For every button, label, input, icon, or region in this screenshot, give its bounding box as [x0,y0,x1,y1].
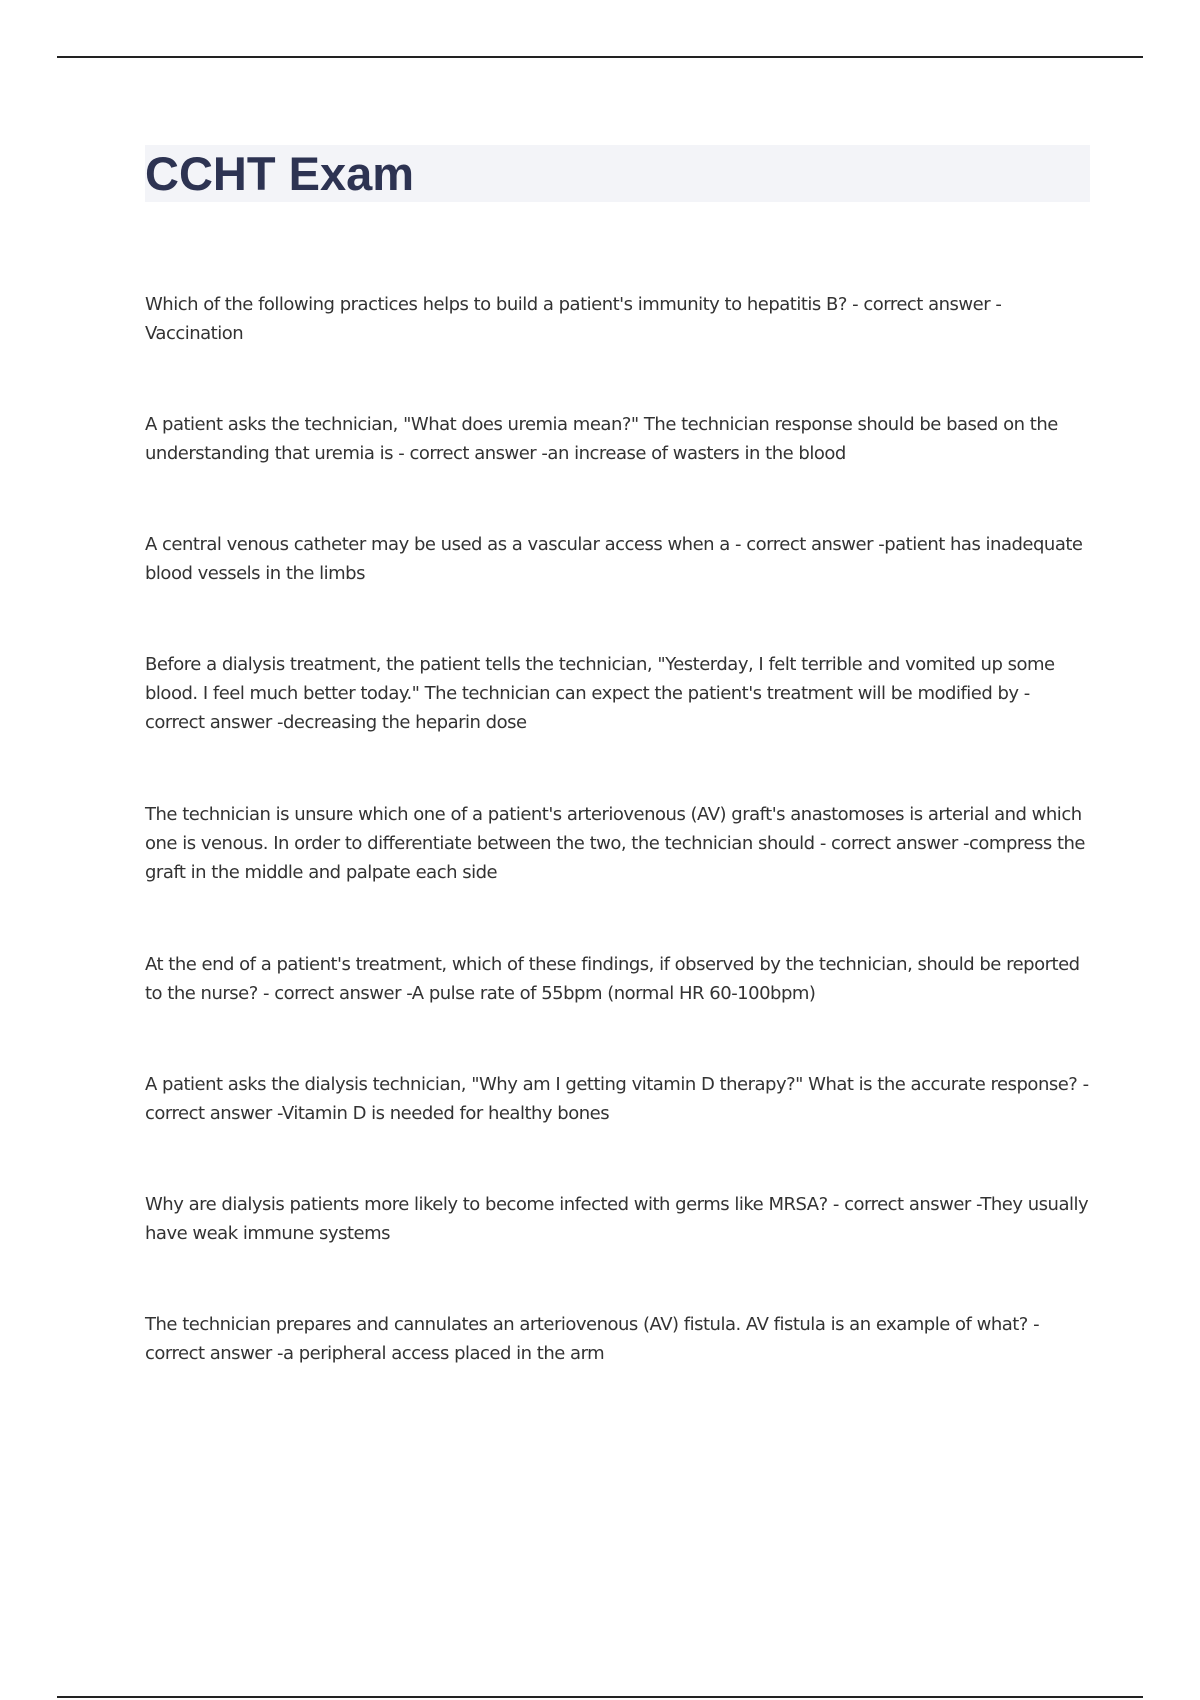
qa-item: A patient asks the technician, "What does uremia mean?" The technician response should be based on the understanding that uremia is - correct answer -an increase of wasters in the blood [145,414,1058,464]
qa-item: At the end of a patient's treatment, which of these findings, if observed by the technician, should be reported to the nurse? - correct answer -A pulse rate of 55bpm (normal HR 60-100bpm) [145,954,1080,1004]
qa-item: Why are dialysis patients more likely to become infected with germs like MRSA? - correct answer -They usually have weak immune systems [145,1194,1089,1244]
qa-item: Which of the following practices helps to build a patient's immunity to hepatitis B? - correct answer -Vaccination [145,294,1002,344]
qa-item: A patient asks the dialysis technician, "Why am I getting vitamin D therapy?" What is the accurate response? - correct answer -Vitamin D is needed for healthy bones [145,1074,1089,1124]
qa-item: A central venous catheter may be used as a vascular access when a - correct answer -patient has inadequate blood vessels in the limbs [145,534,1083,584]
qa-item: The technician is unsure which one of a patient's arteriovenous (AV) graft's anastomoses is arterial and which one is venous. In order to differentiate between the two, the technician should - correct answer -compress the graft in the middle and palpate each side [145,804,1085,883]
qa-item: Before a dialysis treatment, the patient tells the technician, "Yesterday, I felt terrible and vomited up some blood. I feel much better today." The technician can expect the patient's treatment will be modified by - correct answer -decreasing the heparin dose [145,654,1055,733]
footer-rule [57,1696,1143,1698]
document-title: CCHT Exam [145,147,415,200]
header-rule [57,56,1143,58]
qa-item: The technician prepares and cannulates an arteriovenous (AV) fistula. AV fistula is an example of what? - correct answer -a peripheral access placed in the arm [145,1314,1040,1364]
